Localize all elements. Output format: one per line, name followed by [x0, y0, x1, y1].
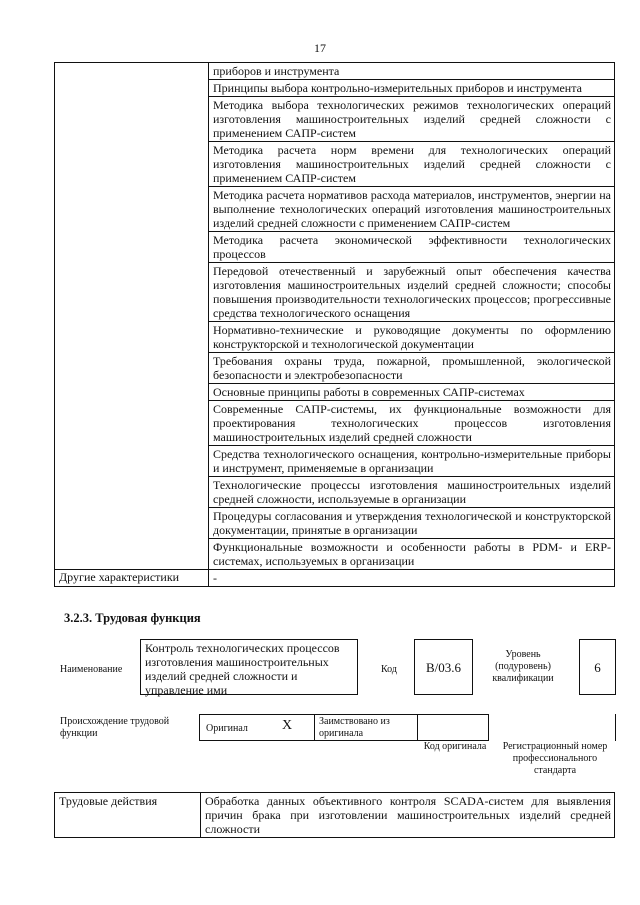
- section-heading: 3.2.3. Трудовая функция: [64, 611, 201, 625]
- original-label: Оригинал: [206, 723, 248, 734]
- name-label: Наименование: [60, 664, 123, 675]
- labor-actions-table: [54, 792, 615, 838]
- knowledge-row: Требования охраны труда, пожарной, промышленной, экологической безопасности и электробезопасности: [209, 353, 615, 384]
- knowledge-label-cell: [55, 63, 209, 570]
- function-code-box: B/03.6: [414, 639, 473, 695]
- labor-actions-label: Трудовые действия: [55, 793, 201, 838]
- labor-actions-value: Обработка данных объективного контроля SCADA-систем для выявления причин брака при изготовлении машиностроительных изделий средней сложности: [201, 793, 615, 838]
- level-value-box: 6: [579, 639, 616, 695]
- other-characteristics-label: Другие характеристики: [55, 570, 209, 587]
- knowledge-row: Функциональные возможности и особенности работы в PDM- и ERP-системах, используемых в организации: [209, 539, 615, 570]
- divider: [615, 714, 616, 741]
- knowledge-row: Основные принципы работы в современных САПР-системах: [209, 384, 615, 401]
- borrowed-box: Заимствовано из оригинала: [314, 714, 418, 741]
- divider: [488, 714, 489, 741]
- function-name-box: Контроль технологических процессов изготовления машиностроительных изделий средней сложности и управление ими: [140, 639, 358, 695]
- page-number: 17: [314, 41, 326, 55]
- original-box: [199, 714, 315, 741]
- knowledge-row: Методика расчета нормативов расхода материалов, инструментов, энергии на выполнение технологических операций изготовления машиностроительных изделий средней сложности с применением САПР-систем: [209, 187, 615, 232]
- knowledge-row: Процедуры согласования и утверждения технологической и конструкторской документации, принятые в организации: [209, 508, 615, 539]
- knowledge-row: Нормативно-технические и руководящие документы по оформлению конструкторской и технологической документации: [209, 322, 615, 353]
- original-code-box: [417, 714, 489, 741]
- code-label: Код: [381, 664, 397, 675]
- level-label: Уровень (подуровень) квалификации: [492, 649, 554, 684]
- knowledge-row: Современные САПР-системы, их функциональные возможности для проектирования технологических процессов изготовления машиностроительных изделий средней сложности: [209, 401, 615, 446]
- other-characteristics-value: -: [209, 570, 615, 587]
- original-code-caption: Код оригинала: [423, 741, 487, 752]
- knowledge-row: Методика расчета норм времени для технологических операций изготовления машиностроительных изделий средней сложности с применением САПР-систем: [209, 142, 615, 187]
- knowledge-row: Принципы выбора контрольно-измерительных приборов и инструмента: [209, 80, 615, 97]
- registration-caption: Регистрационный номер профессионального стандарта: [502, 741, 608, 776]
- original-mark: X: [282, 718, 293, 733]
- origin-label: Происхождение трудовой функции: [60, 716, 170, 739]
- knowledge-row: Методика расчета экономической эффективности технологических процессов: [209, 232, 615, 263]
- knowledge-table: [54, 62, 615, 587]
- knowledge-row: Методика выбора технологических режимов технологических операций изготовления машиностроительных изделий средней сложности с применением САПР-систем: [209, 97, 615, 142]
- knowledge-row: Средства технологического оснащения, контрольно-измерительные приборы и инструмент, применяемые в организации: [209, 446, 615, 477]
- knowledge-row: Передовой отечественный и зарубежный опыт обеспечения качества изготовления машиностроительных изделий средней сложности; способы повышения производительности технологических процессов; прогрессивные средства технологического оснащения: [209, 263, 615, 322]
- knowledge-row: Технологические процессы изготовления машиностроительных изделий средней сложности, используемые в организации: [209, 477, 615, 508]
- knowledge-row: приборов и инструмента: [209, 63, 615, 80]
